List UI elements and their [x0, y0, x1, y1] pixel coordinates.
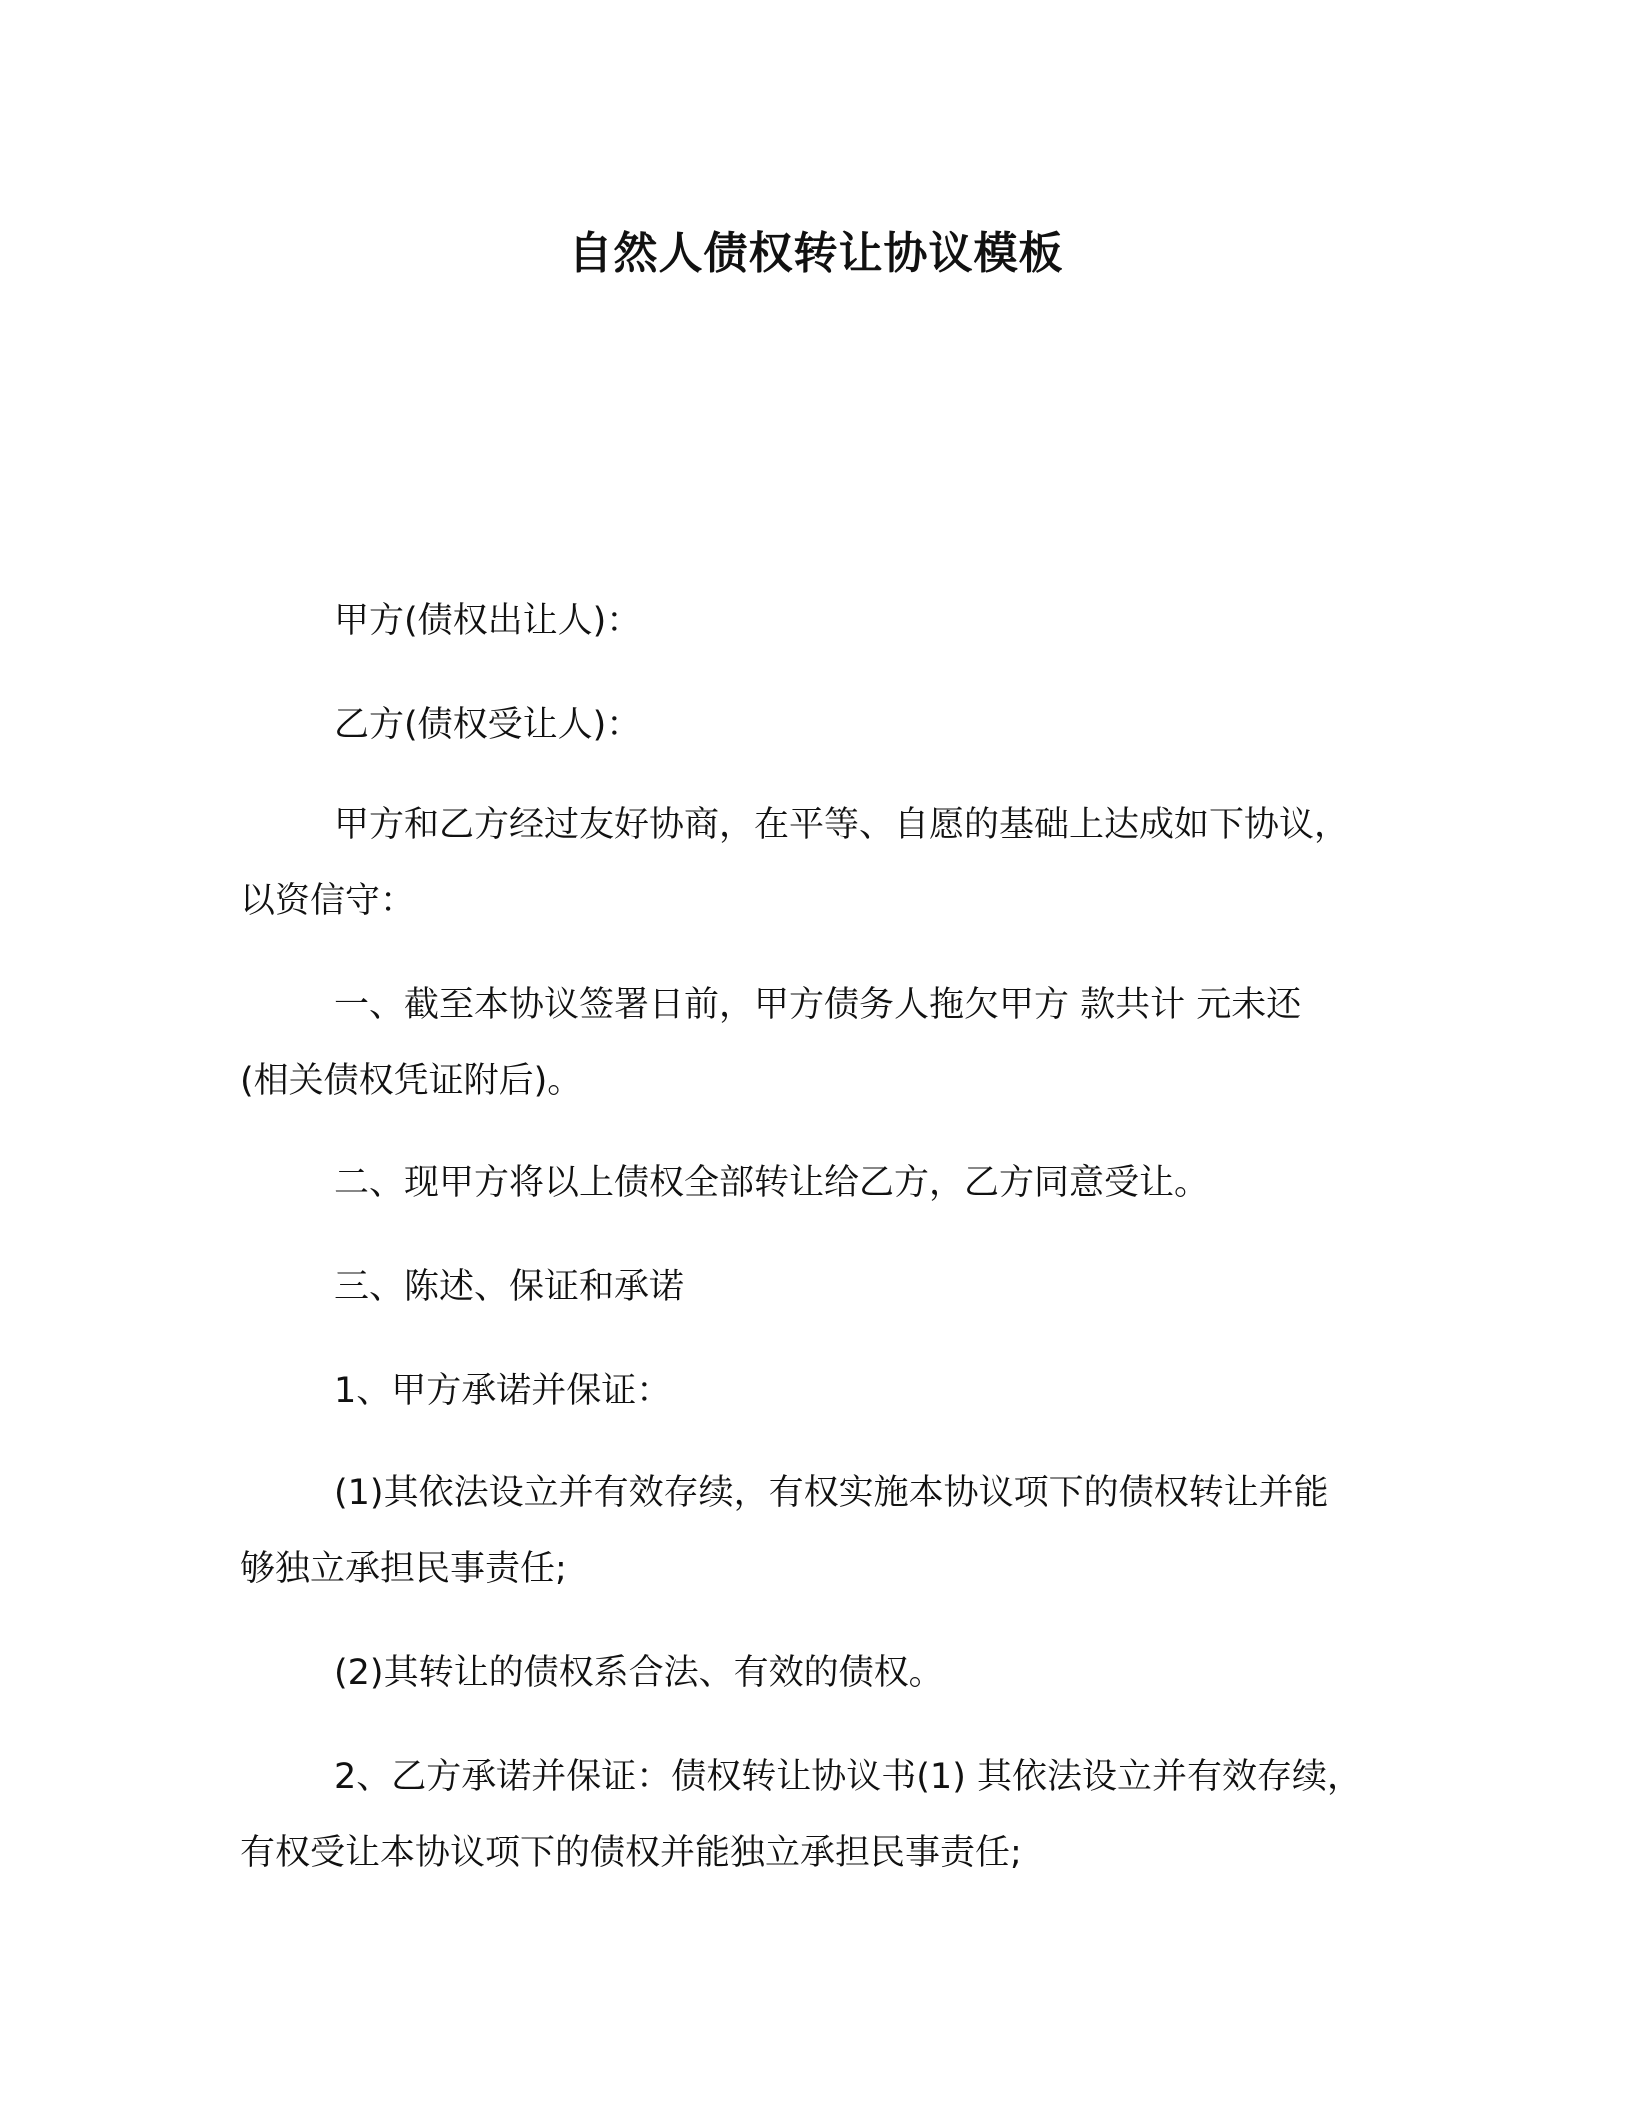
party-a-warranty-heading: 1、甲方承诺并保证： [334, 1371, 672, 1411]
clause-3-heading: 三、陈述、保证和承诺 [334, 1267, 685, 1307]
preamble-line-2: 以资信守： [240, 881, 416, 921]
clause-1-line-2: (相关债权凭证附后)。 [240, 1061, 583, 1101]
party-a-warranty-2: (2)其转让的债权系合法、有效的债权。 [334, 1653, 944, 1693]
document-title: 自然人债权转让协议模板 [568, 228, 1064, 279]
clause-2: 二、现甲方将以上债权全部转让给乙方，乙方同意受让。 [334, 1163, 1210, 1203]
party-a-label: 甲方(债权出让人)： [334, 601, 642, 641]
party-a-warranty-1-line-2: 够独立承担民事责任; [240, 1549, 567, 1589]
preamble-line-1: 甲方和乙方经过友好协商，在平等、自愿的基础上达成如下协议， [334, 805, 1350, 845]
party-a-warranty-1-line-1: (1)其依法设立并有效存续，有权实施本协议项下的债权转让并能 [334, 1473, 1329, 1513]
party-b-warranty-line-1: 2、乙方承诺并保证：债权转让协议书(1) 其依法设立并有效存续， [334, 1757, 1362, 1797]
party-b-warranty-line-2: 有权受让本协议项下的债权并能独立承担民事责任; [240, 1833, 1022, 1873]
clause-1-line-1: 一、截至本协议签署日前，甲方债务人拖欠甲方 款共计 元未还 [334, 985, 1302, 1025]
party-b-label: 乙方(债权受让人)： [334, 705, 642, 745]
